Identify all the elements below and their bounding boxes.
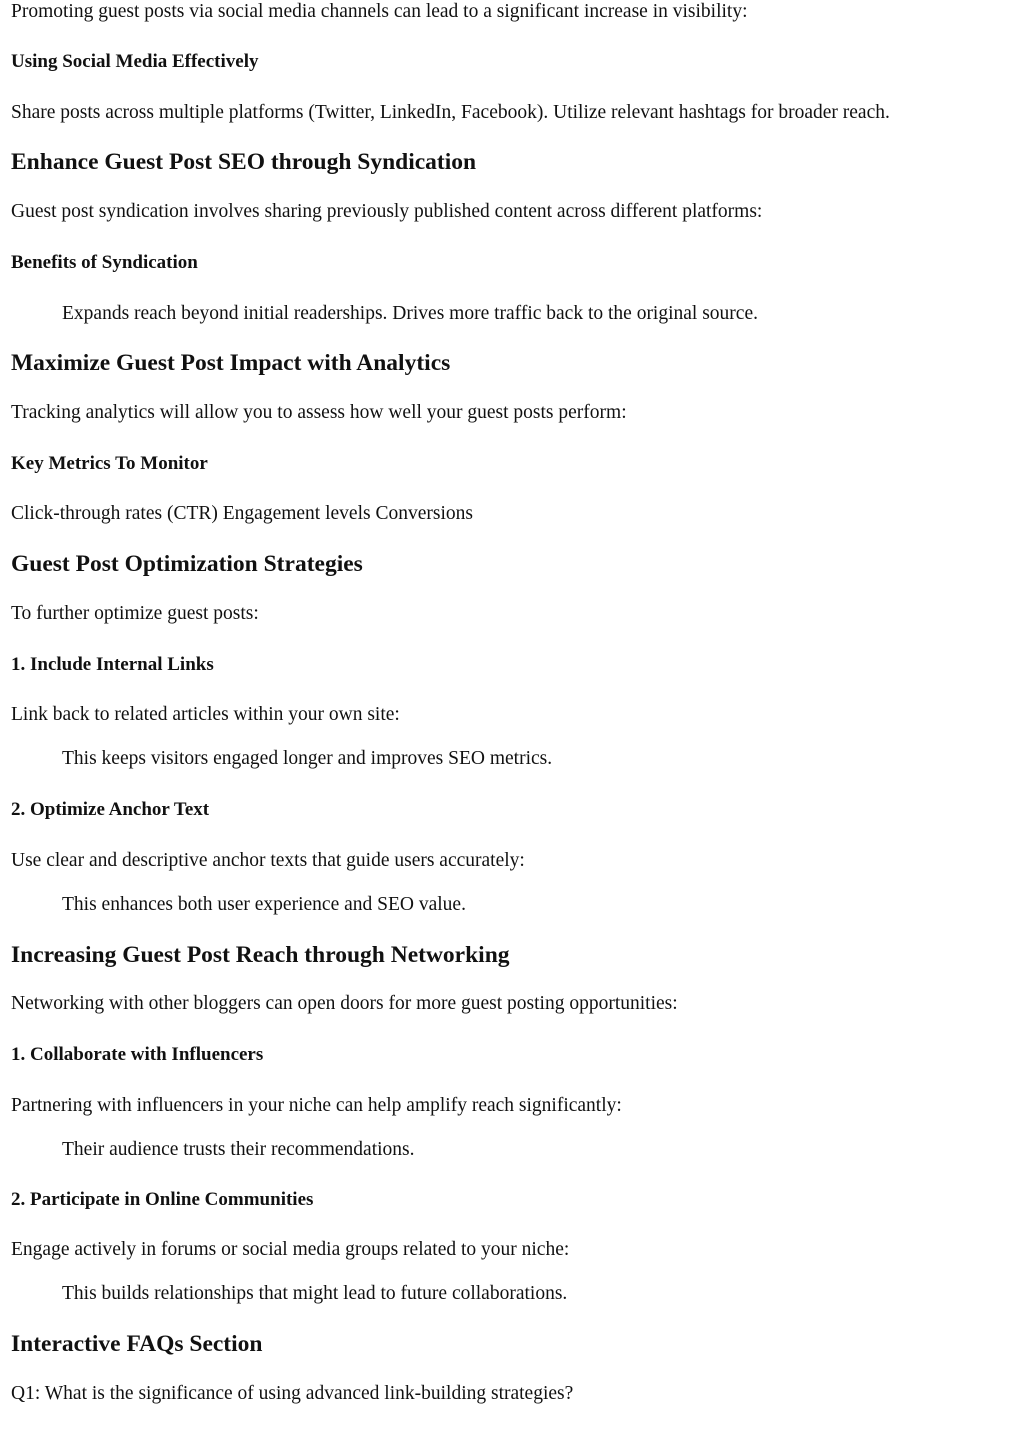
social-media-paragraph: Share posts across multiple platforms (Twitter, LinkedIn, Facebook). Utilize relevant hashtags for broader reach. — [11, 102, 890, 123]
heading-analytics: Maximize Guest Post Impact with Analytics — [11, 350, 451, 376]
networking-paragraph: Networking with other bloggers can open doors for more guest posting opportunities: — [11, 993, 678, 1014]
subheading-anchor-text: 2. Optimize Anchor Text — [11, 799, 210, 820]
subheading-internal-links: 1. Include Internal Links — [11, 654, 214, 675]
key-metrics-paragraph: Click-through rates (CTR) Engagement levels Conversions — [11, 503, 473, 524]
syndication-benefits-quote: Expands reach beyond initial readerships. Drives more traffic back to the original source. — [62, 303, 758, 324]
heading-networking: Increasing Guest Post Reach through Networking — [11, 942, 510, 968]
subheading-benefits-syndication: Benefits of Syndication — [11, 252, 198, 273]
communities-quote: This builds relationships that might lead to future collaborations. — [62, 1283, 568, 1304]
intro-paragraph: Promoting guest posts via social media channels can lead to a significant increase in visibility: — [11, 1, 748, 22]
internal-links-paragraph: Link back to related articles within your own site: — [11, 704, 400, 725]
communities-paragraph: Engage actively in forums or social media groups related to your niche: — [11, 1239, 570, 1260]
subheading-communities: 2. Participate in Online Communities — [11, 1189, 314, 1210]
heading-faqs: Interactive FAQs Section — [11, 1331, 263, 1357]
subheading-influencers: 1. Collaborate with Influencers — [11, 1044, 264, 1065]
anchor-text-paragraph: Use clear and descriptive anchor texts that guide users accurately: — [11, 850, 525, 871]
heading-optimization-strategies: Guest Post Optimization Strategies — [11, 551, 363, 577]
internal-links-quote: This keeps visitors engaged longer and improves SEO metrics. — [62, 748, 553, 769]
influencers-quote: Their audience trusts their recommendations. — [62, 1139, 415, 1160]
influencers-paragraph: Partnering with influencers in your niche can help amplify reach significantly: — [11, 1095, 622, 1116]
subheading-social-media: Using Social Media Effectively — [11, 51, 259, 72]
analytics-paragraph: Tracking analytics will allow you to assess how well your guest posts perform: — [11, 402, 627, 423]
optimization-paragraph: To further optimize guest posts: — [11, 603, 259, 624]
anchor-text-quote: This enhances both user experience and SEO value. — [62, 894, 466, 915]
faq-question-1: Q1: What is the significance of using advanced link-building strategies? — [11, 1383, 574, 1404]
syndication-paragraph: Guest post syndication involves sharing previously published content across different platforms: — [11, 201, 763, 222]
heading-syndication: Enhance Guest Post SEO through Syndication — [11, 149, 477, 175]
subheading-key-metrics: Key Metrics To Monitor — [11, 453, 208, 474]
